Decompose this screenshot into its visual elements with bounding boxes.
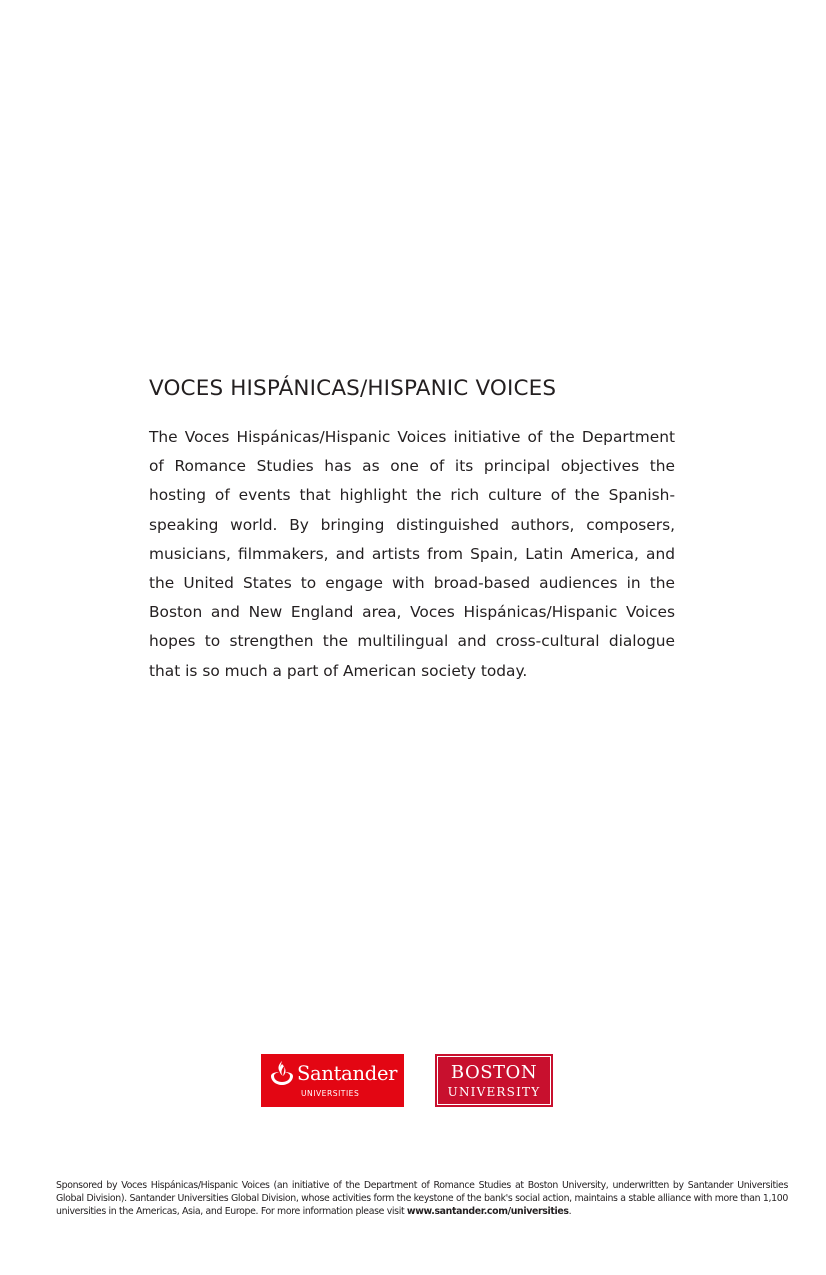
boston-university-logo-line1: BOSTON xyxy=(450,1062,538,1083)
santander-logo-name: Santander xyxy=(297,1062,398,1085)
sponsor-footnote-end: . xyxy=(568,1206,572,1218)
santander-flame-icon xyxy=(269,1060,295,1088)
section-body: The Voces Hispánicas/Hispanic Voices initiative of the Department of Romance Studies has as one of its principal objectives the hosting of events that highlight the rich culture of the Spanish-speaking world. By bringing distinguished authors, composers, musicians, filmmakers, and artists from Spain, Latin America, and the United States to engage with broad-based audiences in the Boston and New England area, Voces Hispánicas/Hispanic Voices hopes to strengthen the multilingual and cross-cultural dialogue that is so much a part of American society today. xyxy=(149,428,675,680)
santander-universities-link[interactable]: www.santander.com/universities xyxy=(406,1206,569,1218)
santander-logo-subtitle: UNIVERSITIES xyxy=(301,1089,360,1098)
boston-university-logo-frame xyxy=(437,1056,551,1105)
sponsor-footnote xyxy=(56,1179,788,1219)
sponsor-footnote-text: Sponsored by Voces Hispánicas/Hispanic Voices (an initiative of the Department of Romance Studies at Boston University, underwritten by Santander Universities Global Division). Santander Universities Global Division, whose activities form the keystone of the bank's social action, maintains a stable alliance with more than 1,100 universities in the Americas, Asia, and Europe. For more information please visit xyxy=(56,1180,788,1218)
boston-university-logo-line2: UNIVERSITY xyxy=(447,1085,541,1099)
section-heading: VOCES HISPÁNICAS/HISPANIC VOICES xyxy=(149,376,557,401)
santander-universities-logo xyxy=(261,1054,404,1107)
boston-university-logo xyxy=(435,1054,553,1107)
